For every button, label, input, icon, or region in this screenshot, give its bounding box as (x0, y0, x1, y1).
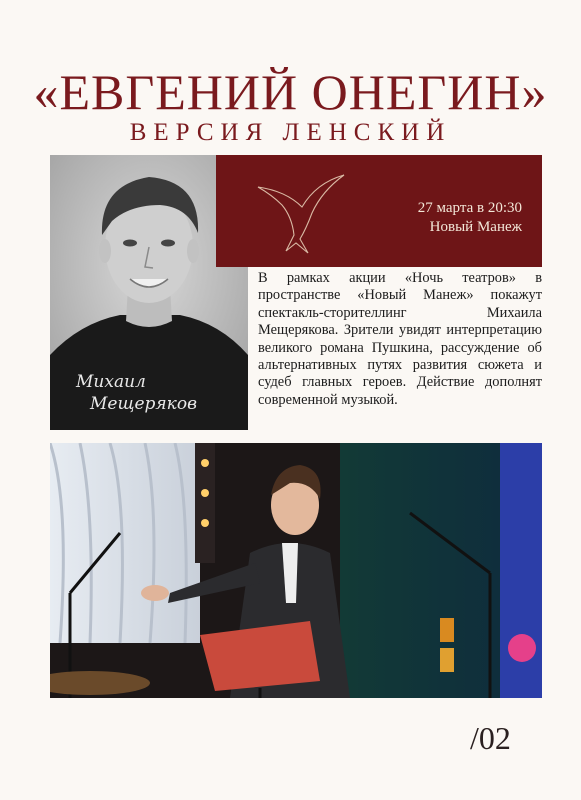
event-info-box (216, 155, 542, 267)
event-venue: Новый Манеж (429, 219, 522, 235)
shirt-text-line1: Михаил (76, 372, 146, 392)
swallow-icon (256, 169, 346, 255)
page-subtitle: ВЕРСИЯ ЛЕНСКИЙ (129, 119, 452, 146)
event-description: В рамках акции «Ночь театров» в пространстве «Новый Манеж» покажут спектакль-сторителлинг Михаила Мещерякова. Зрители увидят интерпретацию великого романа Пушкина, рассуждение об альтернативных путях развития сюжета и судеб главных героев. Действие дополнят современной музыкой. (258, 270, 542, 408)
stage-photo (50, 443, 542, 698)
shirt-text-line2: Мещеряков (90, 394, 197, 414)
page-title: «ЕВГЕНИЙ ОНЕГИН» (33, 64, 548, 120)
page-number: /02 (470, 720, 511, 756)
event-datetime: 27 марта в 20:30 (417, 200, 522, 216)
